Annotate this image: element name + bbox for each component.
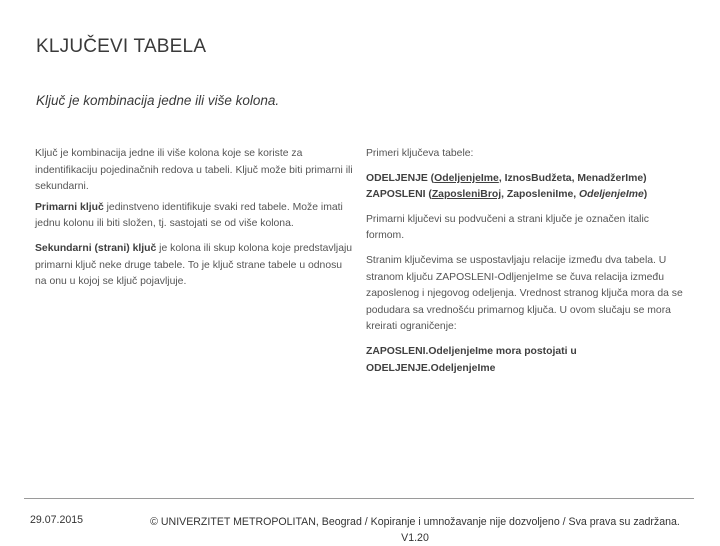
- examples-intro: Primeri ključeva tabele:: [366, 148, 474, 159]
- footer-text: [130, 514, 700, 546]
- foreign-key-relation-note: Stranim ključevima se uspostavljaju relacije između dva tabela. U stranom ključu ZAPOSLENI-OdljenjeIme se čuva relacija između zaposlenog i njegovog odeljenja. Vrednost stranog ključa mora da se podudara sa vrednošću primarnog ključa. U ovom slučaju se mora kreirati ograničenje:: [366, 254, 683, 333]
- key-notation-note: Primarni ključevi su podvučeni a strani ključe je označen italic formom.: [366, 213, 649, 242]
- primary-key-term: Primarni ključ: [35, 201, 104, 213]
- odeljenje-columns: , IznosBudžeta, MenadžerIme): [498, 172, 647, 184]
- primary-key-description: jedinstveno identifikuje svaki red tabele. Može imati jednu kolonu ili biti složen, tj. sastojati se od više kolona.: [35, 201, 343, 230]
- footer-divider: [24, 498, 694, 499]
- odeljenje-primary-key: OdeljenjeIme: [434, 172, 499, 184]
- copyright-notice: © UNIVERZITET METROPOLITAN, Beograd / Kopiranje i umnožavanje nije dozvoljeno / Sva prava su zadržana.: [150, 516, 680, 528]
- foreign-key-term: Sekundarni (strani) ključ: [35, 242, 157, 254]
- version-label: V1.20: [401, 532, 429, 544]
- zaposleni-foreign-key: OdeljenjeIme: [579, 189, 644, 201]
- primary-key-paragraph: [35, 200, 353, 233]
- constraint-statement: ZAPOSLENI.OdeljenjeIme mora postojati u ODELJENJE.OdeljenjeIme: [366, 345, 577, 374]
- foreign-key-description: je kolona ili skup kolona koje predstavljaju primarni ključ neke druge tabele. To je ključ strane tabele u odnosu na onu u kojoj se ključ pojavljuje.: [35, 242, 353, 288]
- slide-subtitle: Ključ je kombinacija jedne ili više kolona.: [36, 93, 280, 108]
- key-definition-paragraph: Ključ je kombinacija jedne ili više kolona koje se koriste za indentifikaciju pojedinačnih redova u tabeli. Ključ može biti primarni ili sekundarni.: [35, 148, 353, 193]
- example-zaposleni: ZAPOSLENI (ZaposleniBroj, ZaposleniIme, OdeljenjeIme): [366, 189, 648, 201]
- right-column: [366, 146, 686, 377]
- zaposleni-columns: , ZaposleniIme,: [501, 189, 580, 201]
- odeljenje-table-name: ODELJENJE (: [366, 172, 435, 184]
- footer-date: 29.07.2015: [30, 514, 84, 526]
- foreign-key-paragraph: [35, 241, 353, 291]
- zaposleni-primary-key: ZaposleniBroj: [431, 189, 502, 201]
- example-odeljenje: [366, 171, 686, 188]
- left-column: [35, 146, 353, 291]
- zaposleni-table-name: ZAPOSLENI (: [366, 189, 432, 201]
- slide-title: KLJUČEVI TABELA: [36, 36, 207, 57]
